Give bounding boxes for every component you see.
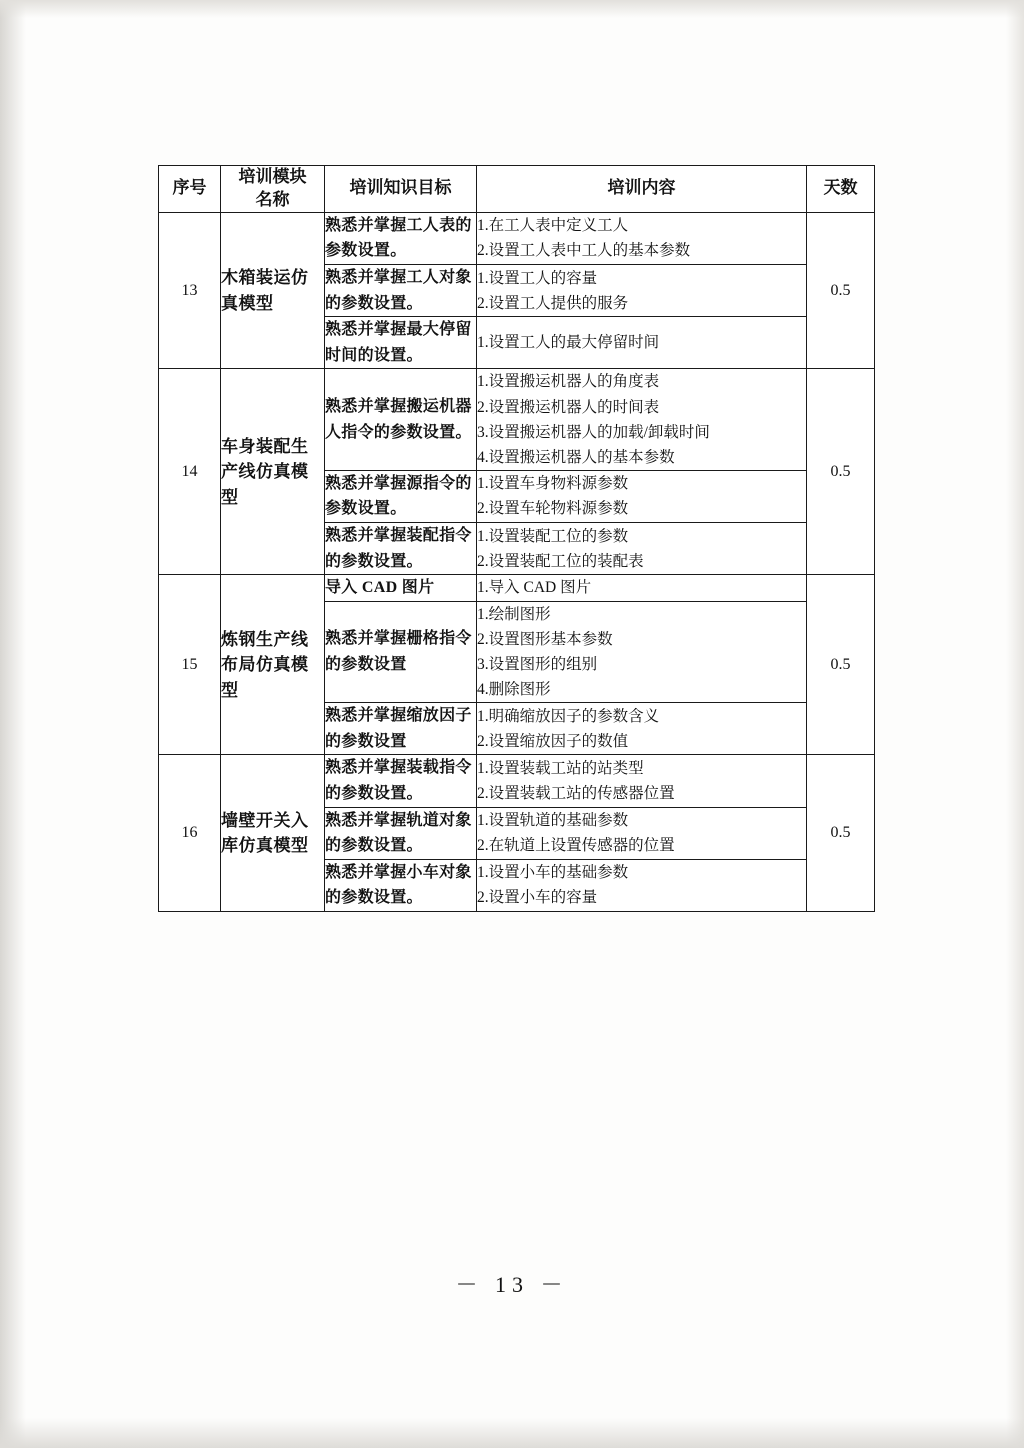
content-line: 1.明确缩放因子的参数含义: [477, 707, 660, 725]
document-content: [158, 165, 874, 912]
cell-days: 0.5: [807, 212, 875, 369]
column-header-seq: 序号: [159, 166, 221, 213]
content-line: 1.设置小车的基础参数: [477, 864, 629, 882]
cell-training-content: [477, 575, 807, 602]
column-header-module-line1: 培训模块: [238, 167, 307, 186]
content-line: 2.设置装配工位的装配表: [477, 552, 644, 570]
cell-knowledge-goal: 导入 CAD 图片: [325, 575, 477, 602]
cell-knowledge-goal: 熟悉并掌握小车对象的参数设置。: [325, 859, 477, 911]
content-line: 2.设置小车的容量: [477, 889, 598, 907]
cell-knowledge-goal: 熟悉并掌握最大停留时间的设置。: [325, 317, 477, 369]
cell-knowledge-goal: 熟悉并掌握源指令的参数设置。: [325, 470, 477, 522]
cell-knowledge-goal: 熟悉并掌握搬运机器人指令的参数设置。: [325, 369, 477, 470]
cell-training-content: [477, 317, 807, 369]
table-row: [159, 369, 875, 470]
table-row: [159, 755, 875, 807]
cell-days: 0.5: [807, 755, 875, 912]
content-line: 2.设置图形基本参数: [477, 630, 613, 648]
content-line: 3.设置搬运机器人的加载/卸载时间: [477, 423, 710, 441]
content-line: 2.设置工人表中工人的基本参数: [477, 242, 691, 260]
cell-knowledge-goal: 熟悉并掌握装载指令的参数设置。: [325, 755, 477, 807]
content-line: 1.设置工人的容量: [477, 269, 598, 287]
content-line: 1.设置工人的最大停留时间: [477, 334, 660, 352]
cell-module-name: 车身装配生产线仿真模型: [221, 369, 325, 575]
cell-knowledge-goal: 熟悉并掌握栅格指令的参数设置: [325, 601, 477, 702]
cell-module-name: 木箱装运仿真模型: [221, 212, 325, 369]
column-header-module: [221, 166, 325, 213]
scan-shadow-right: [1006, 0, 1024, 1448]
column-header-days: 天数: [807, 166, 875, 213]
cell-sequence: 16: [159, 755, 221, 912]
cell-training-content: [477, 601, 807, 702]
content-line: 1.设置装配工位的参数: [477, 527, 629, 545]
cell-training-content: [477, 523, 807, 575]
cell-training-content: [477, 369, 807, 470]
cell-training-content: [477, 859, 807, 911]
cell-training-content: [477, 212, 807, 264]
cell-knowledge-goal: 熟悉并掌握轨道对象的参数设置。: [325, 807, 477, 859]
content-line: 2.在轨道上设置传感器的位置: [477, 837, 675, 855]
column-header-content: 培训内容: [477, 166, 807, 213]
cell-training-content: [477, 265, 807, 317]
cell-training-content: [477, 755, 807, 807]
table-row: [159, 212, 875, 264]
cell-module-name: 炼钢生产线布局仿真模型: [221, 575, 325, 755]
cell-sequence: 13: [159, 212, 221, 369]
content-line: 3.设置图形的组别: [477, 656, 598, 674]
cell-training-content: [477, 703, 807, 755]
column-header-goal: 培训知识目标: [325, 166, 477, 213]
scan-shadow-bottom: [0, 1418, 1024, 1448]
table-header-row: [159, 166, 875, 213]
scan-shadow-left: [0, 0, 26, 1448]
content-line: 1.设置装载工站的站类型: [477, 759, 644, 777]
content-line: 1.设置轨道的基础参数: [477, 812, 629, 830]
cell-knowledge-goal: 熟悉并掌握工人表的参数设置。: [325, 212, 477, 264]
content-line: 2.设置搬运机器人的时间表: [477, 398, 660, 416]
content-line: 1.在工人表中定义工人: [477, 217, 629, 235]
cell-sequence: 14: [159, 369, 221, 575]
cell-days: 0.5: [807, 369, 875, 575]
content-line: 1.设置搬运机器人的角度表: [477, 373, 660, 391]
table-row: [159, 575, 875, 602]
column-header-module-line2: 名称: [255, 189, 290, 209]
content-line: 2.设置工人提供的服务: [477, 294, 629, 312]
content-line: 1.绘制图形: [477, 605, 551, 623]
cell-training-content: [477, 470, 807, 522]
training-plan-table: [158, 165, 875, 912]
cell-days: 0.5: [807, 575, 875, 755]
cell-knowledge-goal: 熟悉并掌握装配指令的参数设置。: [325, 523, 477, 575]
cell-training-content: [477, 807, 807, 859]
table-body: [159, 212, 875, 911]
content-line: 2.设置车轮物料源参数: [477, 500, 629, 518]
table-header: [159, 166, 875, 213]
content-line: 2.设置装载工站的传感器位置: [477, 785, 675, 803]
scan-shadow-top: [0, 0, 1024, 18]
content-line: 1.导入 CAD 图片: [477, 579, 592, 597]
cell-sequence: 15: [159, 575, 221, 755]
content-line: 2.设置缩放因子的数值: [477, 732, 629, 750]
page-number: － 13 －: [455, 1272, 569, 1297]
cell-module-name: 墙壁开关入库仿真模型: [221, 755, 325, 912]
content-line: 4.设置搬运机器人的基本参数: [477, 448, 675, 466]
cell-knowledge-goal: 熟悉并掌握工人对象的参数设置。: [325, 265, 477, 317]
content-line: 1.设置车身物料源参数: [477, 475, 629, 493]
content-line: 4.删除图形: [477, 681, 551, 699]
cell-knowledge-goal: 熟悉并掌握缩放因子的参数设置: [325, 703, 477, 755]
